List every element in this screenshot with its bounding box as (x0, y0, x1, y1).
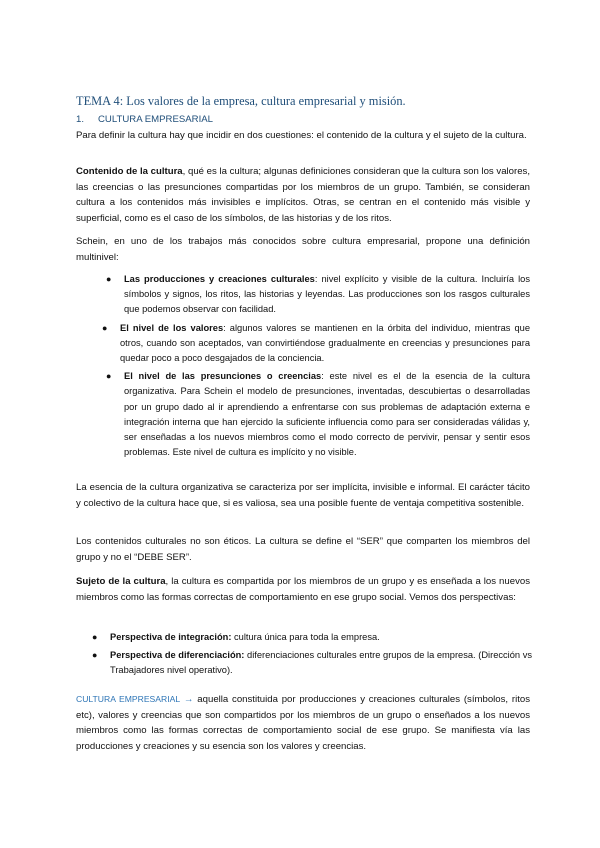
perspective-term: Perspectiva de integración: (110, 632, 232, 642)
bullet-icon: ● (106, 274, 112, 284)
definition-text: aquella constituida por producciones y creaciones culturales (símbolos, ritos etc), valores y creencias que son compartidos por los miembros de un grupo o enseñados a los nuevos miembros como las formas correctas de comportamiento social de ese grupo. Se manifiesta vía las producciones y creaciones y su esencia son los valores y creencias. (76, 694, 530, 752)
bullet-icon: ● (102, 322, 108, 333)
perspective-text: diferenciaciones culturales entre grupos de la empresa. (Dirección vs Trabajadores nivel operativo). (110, 650, 532, 676)
list-item (106, 272, 530, 318)
level-text: : nivel explícito y visible de la cultura. Incluiría los símbolos y signos, los ritos, las historias y leyendas. Las producciones son los rasgos culturales que podemos observar con facilidad. (124, 274, 530, 315)
section-title: CULTURA EMPRESARIAL (98, 114, 213, 125)
definition-term: CULTURA EMPRESARIAL (76, 694, 181, 704)
perspective-term: Perspectiva de diferenciación: (110, 650, 245, 661)
section-number: 1. (76, 114, 85, 125)
list-item (102, 321, 530, 367)
content-text: , qué es la cultura; algunas definiciones consideran que la cultura son los valores, las creencias o las presunciones compartidas por los miembros de un grupo. También, se consideran cultura a los contenidos más invisibles e implícitos. Otras, se centran en el contenido más visible y superficial, como es el caso de los símbolos, de las historias y de los ritos. (76, 166, 531, 224)
arrow-right-icon: → (183, 694, 194, 705)
bullet-icon: ● (106, 371, 112, 382)
page-title: TEMA 4: Los valores de la empresa, cultura empresarial y misión. (76, 94, 406, 108)
bullet-icon: ● (92, 650, 98, 661)
level-term: Las producciones y creaciones culturales (124, 274, 315, 284)
paragraph-content (76, 164, 530, 226)
section-heading (76, 114, 213, 125)
level-term: El nivel de las presunciones o creencias (124, 371, 322, 382)
level-text: : algunos valores se mantienen en la órbita del individuo, mientras que otros, cuando son aceptados, van convirtiéndose gradualmente en creencias y presunciones para quedar poco a poco desgajados de la conciencia. (120, 322, 530, 364)
subject-term: Sujeto de la cultura (76, 576, 166, 587)
paragraph-subject (76, 574, 530, 605)
content-term: Contenido de la cultura (76, 166, 183, 177)
paragraph-essence: La esencia de la cultura organizativa se caracteriza por ser implícita, invisible e informal. El carácter tácito y colectivo de la cultura hace que, si es valiosa, sea una posible fuente de ventaja competitiva sostenible. (76, 482, 530, 509)
subject-text: , la cultura es compartida por los miembros de un grupo y es enseñada a los nuevos miembros como las formas correctas de comportamiento en ese grupo social. Vemos dos perspectivas: (76, 576, 530, 603)
level-term: El nivel de los valores (120, 322, 224, 333)
paragraph-ethics: Los contenidos culturales no son éticos. La cultura se define el “SER” que comparten los miembros del grupo y no el “DEBE SER”. (76, 536, 530, 563)
bullet-icon: ● (92, 632, 98, 642)
list-item (92, 648, 532, 678)
list-item (92, 630, 532, 645)
perspectives-list (92, 630, 532, 682)
paragraph-intro: Para definir la cultura hay que incidir en dos cuestiones: el contenido de la cultura y el sujeto de la cultura. (76, 130, 527, 141)
list-item (106, 369, 530, 460)
levels-list (102, 272, 530, 460)
paragraph-schein: Schein, en uno de los trabajos más conocidos sobre cultura empresarial, propone una definición multinivel: (76, 236, 530, 263)
paragraph-definition (76, 692, 530, 754)
level-text: : este nivel es el de la esencia de la cultura organizativa. Para Schein el modelo de presunciones, inventadas, descubiertas o desarrolladas por un grupo dado al ir aprendiendo a enfrentarse con sus problemas de adaptación externa e integración interna que han ejercido la suficiente influencia como para ser consideradas válidas y, ser enseñadas a los nuevos miembros como el modo correcto de pervivir, pensar y sentir esos problemas. Este nivel de cultura es implícito y no visible. (124, 371, 530, 458)
perspective-text: cultura única para toda la empresa. (231, 632, 380, 642)
